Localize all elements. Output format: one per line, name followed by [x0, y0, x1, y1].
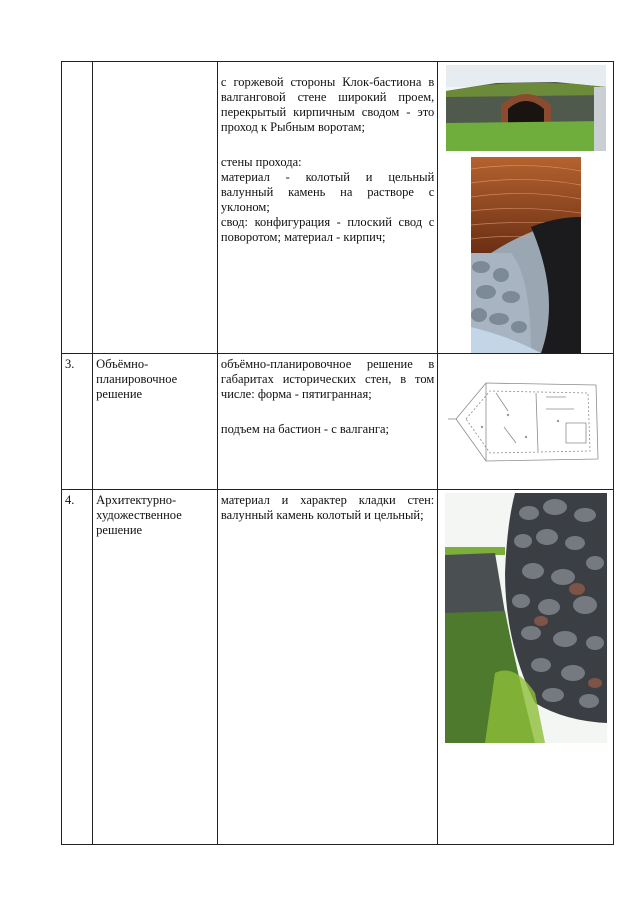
- ascent-text: подъем на бастион - с валганга;: [220, 422, 390, 436]
- row-name: Объёмно-планировочное решение: [93, 354, 218, 490]
- masonry-text: материал и характер кладки стен: валунный камень колотый и цельный;: [220, 493, 435, 522]
- row-photos: [438, 62, 614, 354]
- row-name: Архитектурно-художественное решение: [93, 490, 218, 845]
- row-number: 3.: [62, 354, 93, 490]
- row-description: [217, 490, 437, 845]
- document-table: [61, 61, 614, 845]
- table-row: [62, 354, 614, 490]
- row-description: [217, 354, 437, 490]
- row-name: [93, 62, 218, 354]
- bastion-plan-drawing: [446, 363, 606, 475]
- walls-title: стены прохода:: [220, 155, 302, 169]
- layout-text: объёмно-планировочное решение в габаритах исторических стен, в том числе: форма - пятигранная;: [220, 357, 435, 401]
- passage-text: с горжевой стороны Клок-бастиона в валганговой стене широкий проем, перекрытый кирпичным сводом - это проход к Рыбным воротам;: [220, 75, 435, 134]
- vault-text: свод: конфигурация - плоский свод с поворотом; материал - кирпич;: [220, 215, 435, 244]
- stone-wall-photo: [445, 493, 607, 743]
- row-drawing: [438, 354, 614, 490]
- passage-entrance-photo: [446, 65, 606, 151]
- walls-material-text: материал - колотый и цельный валунный камень на растворе с уклоном;: [220, 170, 435, 214]
- row-photos: [438, 490, 614, 845]
- passage-interior-photo: [471, 157, 581, 353]
- table-row: [62, 490, 614, 845]
- row-description: [217, 62, 437, 354]
- row-number: 4.: [62, 490, 93, 845]
- table-row: [62, 62, 614, 354]
- row-number: [62, 62, 93, 354]
